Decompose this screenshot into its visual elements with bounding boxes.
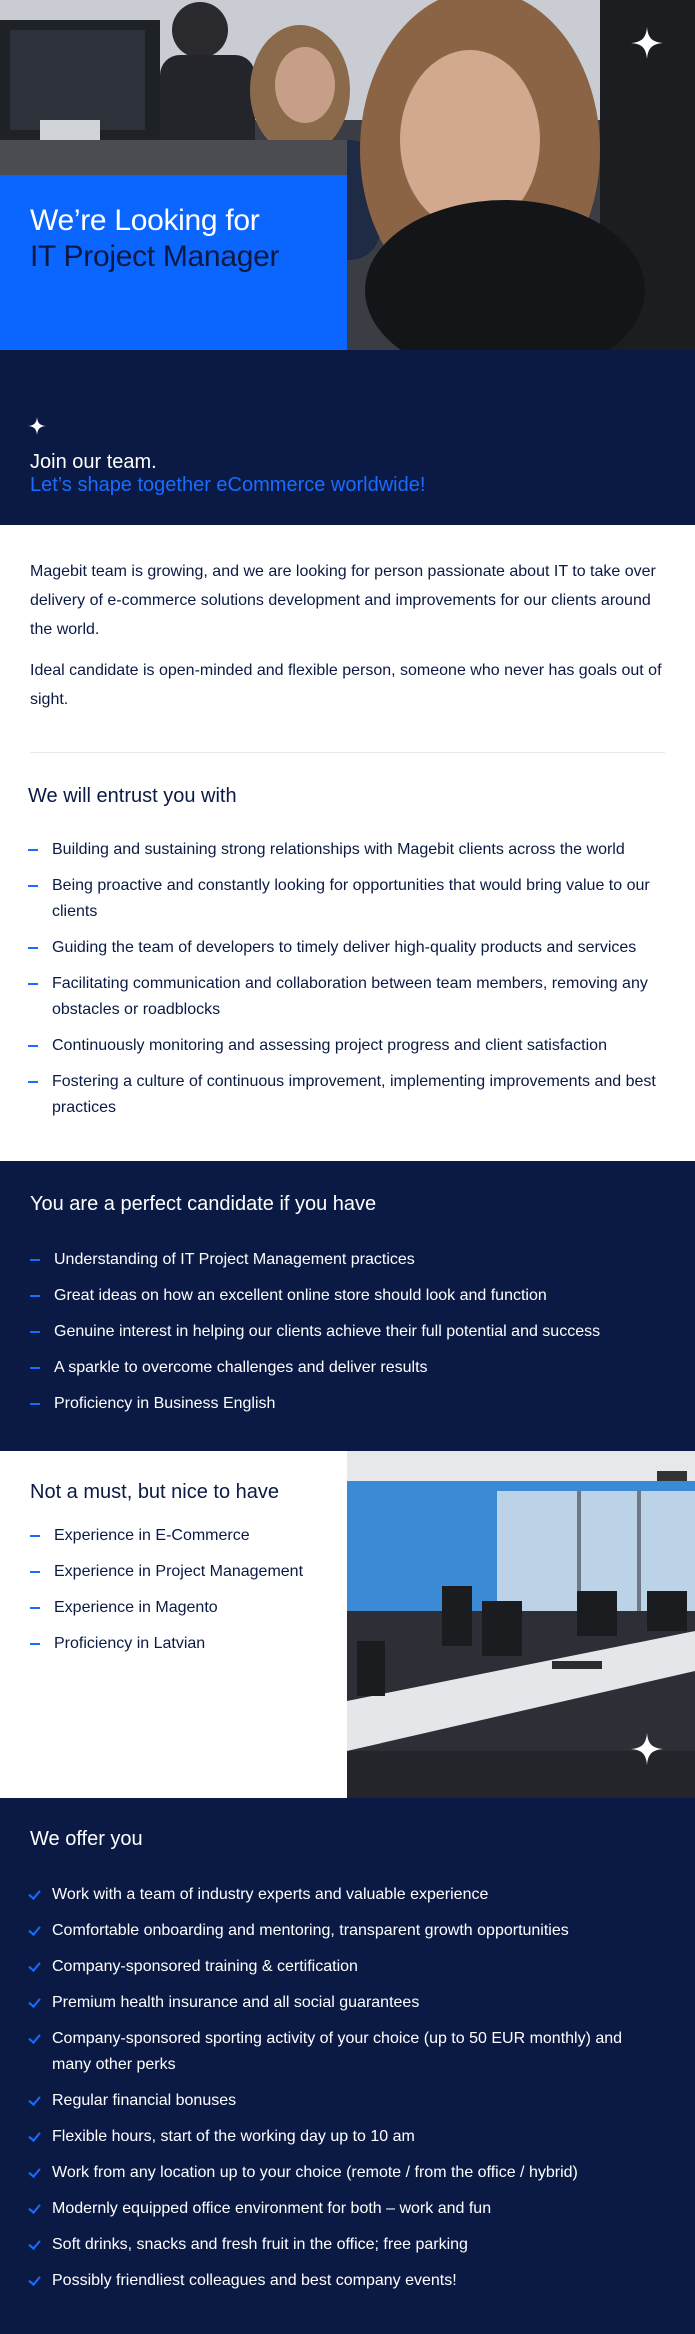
list-item: Fostering a culture of continuous improvement, implementing improvements and best practices xyxy=(28,1069,667,1121)
list-item: Flexible hours, start of the working day up to 10 am xyxy=(30,2124,665,2150)
list-item: Proficiency in Latvian xyxy=(30,1631,317,1657)
list-item: Soft drinks, snacks and fresh fruit in the office; free parking xyxy=(30,2232,665,2258)
list-item: Possibly friendliest colleagues and best company events! xyxy=(30,2268,665,2294)
entrust-section xyxy=(0,753,695,1161)
intro-section xyxy=(0,525,695,714)
responsibilities-list xyxy=(28,837,667,1121)
section-title: We will entrust you with xyxy=(28,785,237,807)
list-item: Work from any location up to your choice (remote / from the office / hybrid) xyxy=(30,2160,665,2186)
list-item: Genuine interest in helping our clients achieve their full potential and success xyxy=(30,1319,665,1345)
join-banner xyxy=(0,350,695,525)
list-item: Company-sponsored training & certification xyxy=(30,1954,665,1980)
join-tagline: Let’s shape together eCommerce worldwide! xyxy=(30,474,426,496)
list-item: Experience in Project Management xyxy=(30,1559,317,1585)
list-item: Modernly equipped office environment for both – work and fun xyxy=(30,2196,665,2222)
hero-title-box xyxy=(0,175,347,350)
intro-paragraph: Ideal candidate is open-minded and flexible person, someone who never has goals out of sight. xyxy=(30,662,662,708)
list-item: Continuously monitoring and assessing project progress and client satisfaction xyxy=(28,1033,667,1059)
requirements-list xyxy=(30,1247,665,1417)
list-item: Experience in E-Commerce xyxy=(30,1523,317,1549)
nice-to-have-list xyxy=(30,1523,317,1657)
intro-paragraph: Magebit team is growing, and we are looking for person passionate about IT to take over delivery of e-commerce solutions development and improvements for our clients around the world. xyxy=(30,563,656,638)
section-title: We offer you xyxy=(30,1828,143,1850)
list-item: Understanding of IT Project Management practices xyxy=(30,1247,665,1273)
section-title: You are a perfect candidate if you have xyxy=(30,1193,377,1215)
list-item: Work with a team of industry experts and valuable experience xyxy=(30,1882,665,1908)
list-item: Regular financial bonuses xyxy=(30,2088,665,2114)
offer-section xyxy=(0,1798,695,2334)
hero-section xyxy=(0,0,695,350)
sparkle-icon xyxy=(631,27,663,59)
list-item: Being proactive and constantly looking for opportunities that would bring value to our clients xyxy=(28,873,667,925)
list-item: Great ideas on how an excellent online store should look and function xyxy=(30,1283,665,1309)
sparkle-icon xyxy=(631,1733,663,1765)
list-item: Comfortable onboarding and mentoring, transparent growth opportunities xyxy=(30,1918,665,1944)
list-item: Experience in Magento xyxy=(30,1595,317,1621)
section-title: Not a must, but nice to have xyxy=(30,1481,280,1503)
list-item: Facilitating communication and collaboration between team members, removing any obstacles or roadblocks xyxy=(28,971,667,1023)
nice-to-have-content xyxy=(0,1451,347,1798)
list-item: Premium health insurance and all social guarantees xyxy=(30,1990,665,2016)
benefits-list xyxy=(30,1882,665,2294)
nice-to-have-section xyxy=(0,1451,695,1798)
list-item: A sparkle to overcome challenges and deliver results xyxy=(30,1355,665,1381)
list-item: Proficiency in Business English xyxy=(30,1391,665,1417)
sparkle-icon xyxy=(28,417,46,435)
join-heading: Join our team. xyxy=(30,451,157,473)
hero-title-line-1: We’re Looking for xyxy=(30,204,260,237)
list-item: Company-sponsored sporting activity of your choice (up to 50 EUR monthly) and many other perks xyxy=(30,2026,665,2078)
candidate-section xyxy=(0,1161,695,1451)
hero-title-line-2: IT Project Manager xyxy=(30,240,280,273)
list-item: Building and sustaining strong relationships with Magebit clients across the world xyxy=(28,837,667,863)
list-item: Guiding the team of developers to timely deliver high-quality products and services xyxy=(28,935,667,961)
